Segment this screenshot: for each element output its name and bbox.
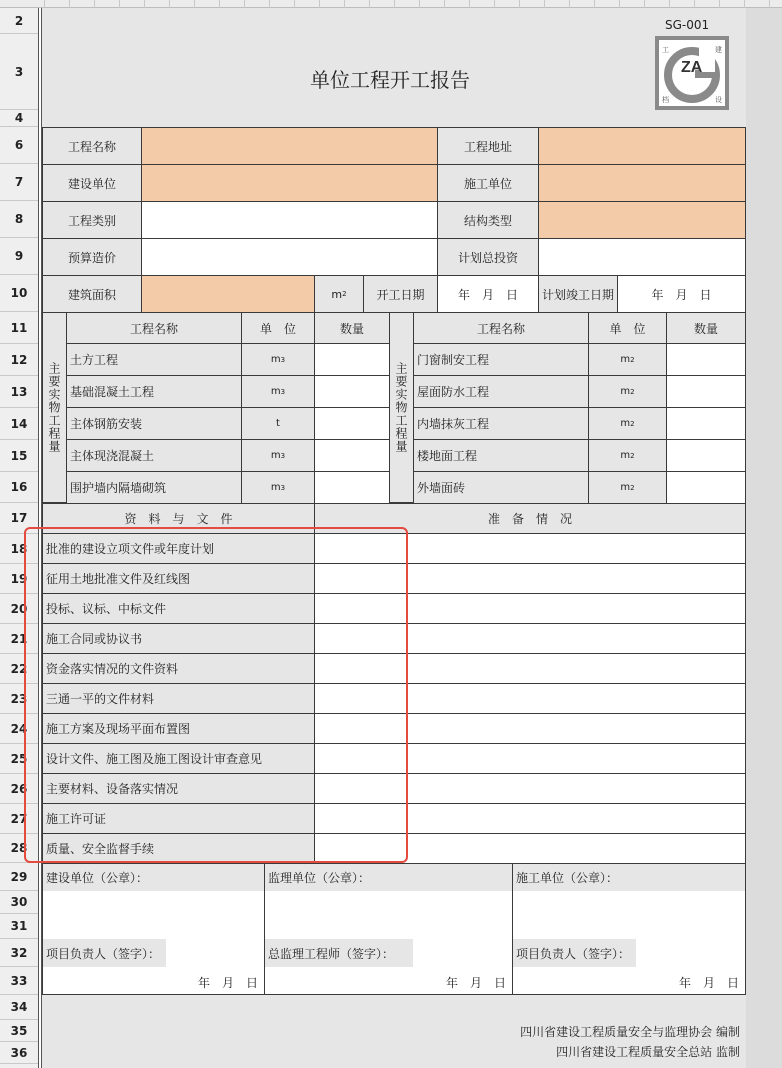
qty-header-unit-left: 单 位 [241,312,315,344]
qty-unit-left: m 3 [241,343,315,376]
column-header-divider [294,0,295,8]
builder-date: 年 月 日 [197,975,258,990]
qty-header-qty-left: 数量 [314,312,390,344]
row-number[interactable]: 8 [0,201,38,238]
input-project-type[interactable] [141,201,438,239]
row-number[interactable]: 23 [0,684,38,714]
row-number[interactable]: 30 [0,891,38,914]
row-number[interactable]: 3 [0,34,38,110]
qty-unit-left: m 3 [241,375,315,408]
selection-outline [24,527,408,863]
row-number[interactable]: 7 [0,164,38,201]
qty-header-name-left: 工程名称 [66,312,242,344]
qty-value-left[interactable] [314,343,390,376]
column-header-divider [269,0,270,8]
logo-icon [655,36,729,110]
qty-name-left: 土方工程 [66,343,242,376]
qty-name-right: 门窗制安工程 [413,343,589,376]
column-header-divider [44,0,45,8]
qty-value-right[interactable] [666,407,746,440]
qty-value-right[interactable] [666,439,746,472]
svg-text:档: 档 [662,96,669,104]
input-budget[interactable] [141,238,438,276]
qty-value-left[interactable] [314,407,390,440]
row-number[interactable]: 32 [0,939,38,967]
qty-unit-right: m 2 [588,439,667,472]
label-project-address: 工程地址 [437,127,539,165]
column-header-divider [394,0,395,8]
column-header-divider [544,0,545,8]
qty-name-left: 围护墙内隔墙砌筑 [66,471,242,504]
row-number[interactable]: 16 [0,472,38,503]
qty-value-right[interactable] [666,343,746,376]
column-header-divider [744,0,745,8]
row-number[interactable]: 10 [0,275,38,312]
row-number[interactable]: 34 [0,995,38,1020]
label-builder: 建设单位 [42,164,142,202]
row-number[interactable]: 21 [0,624,38,654]
column-header-divider [194,0,195,8]
qty-unit-left: m 3 [241,471,315,504]
qty-unit-right: m 2 [588,343,667,376]
row-number[interactable]: 9 [0,238,38,275]
input-start-date[interactable]: 年 月 日 [437,275,539,313]
row-number[interactable]: 35 [0,1020,38,1042]
column-header-divider [769,0,770,8]
input-project-name[interactable] [141,127,438,165]
column-header-divider [694,0,695,8]
row-number[interactable]: 14 [0,408,38,440]
row-number[interactable]: 4 [0,110,38,127]
footer-compiler: 四川省建设工程质量安全与监理协会 编制 [520,1024,740,1039]
logo-text: ZA [681,59,703,76]
doc-item: 征用土地批准文件及红线图 [42,563,315,594]
column-header-divider [444,0,445,8]
input-builder[interactable] [141,164,438,202]
column-header-divider [644,0,645,8]
doc-item: 施工许可证 [42,803,315,834]
column-header-divider [69,0,70,8]
doc-item: 主要材料、设备落实情况 [42,773,315,804]
area-unit: m 2 [314,275,364,313]
footer-supervisor: 四川省建设工程质量安全总站 监制 [556,1044,740,1059]
label-contractor: 施工单位 [437,164,539,202]
row-number[interactable]: 29 [0,863,38,891]
contractor-seal-label: 施工单位（公章）： [513,864,745,891]
column-header-divider [369,0,370,8]
quantities-side-label-left: 主要实物工程量 [42,312,67,503]
label-start-date: 开工日期 [363,275,438,313]
label-planned-completion: 计划竣工日期 [538,275,618,313]
svg-text:工: 工 [662,46,669,54]
qty-unit-right: m 2 [588,407,667,440]
label-building-area: 建筑面积 [42,275,142,313]
column-header-divider [519,0,520,8]
label-project-name: 工程名称 [42,127,142,165]
supervisor-seal-label: 监理单位（公章）： [265,864,512,891]
column-header-divider [669,0,670,8]
row-number[interactable]: 13 [0,376,38,408]
row-number[interactable]: 15 [0,440,38,472]
contractor-lead-label: 项目负责人（签字）： [513,939,636,967]
label-budget: 预算造价 [42,238,142,276]
row-number[interactable]: 27 [0,804,38,834]
row-number[interactable]: 31 [0,914,38,939]
row-number[interactable]: 20 [0,594,38,624]
doc-item: 批准的建设立项文件或年度计划 [42,533,315,564]
qty-unit-left: t [241,407,315,440]
doc-item: 施工合同或协议书 [42,623,315,654]
doc-item: 资金落实情况的文件资料 [42,653,315,684]
column-header-divider [219,0,220,8]
contractor-date: 年 月 日 [678,975,739,990]
qty-name-right: 屋面防水工程 [413,375,589,408]
column-header-divider [594,0,595,8]
column-header-divider [419,0,420,8]
qty-value-right[interactable] [666,471,746,504]
qty-name-left: 基础混凝土工程 [66,375,242,408]
row-number[interactable]: 12 [0,344,38,376]
qty-name-left: 主体钢筋安装 [66,407,242,440]
column-header-divider [319,0,320,8]
builder-seal-label: 建设单位（公章）： [43,864,264,891]
docs-header-left: 资 料 与 文 件 [42,503,315,534]
label-structure-type: 结构类型 [437,201,539,239]
row-number[interactable]: 18 [0,534,38,564]
qty-header-unit-right: 单 位 [588,312,667,344]
doc-item: 设计文件、施工图及施工图设计审查意见 [42,743,315,774]
row-number[interactable]: 36 [0,1042,38,1064]
qty-unit-left: m 3 [241,439,315,472]
qty-header-qty-right: 数量 [666,312,746,344]
column-header-divider [619,0,620,8]
form-code: SG-001 [665,18,710,32]
input-project-address[interactable] [538,127,746,165]
qty-name-right: 楼地面工程 [413,439,589,472]
qty-unit-right: m 2 [588,471,667,504]
qty-name-right: 内墙抹灰工程 [413,407,589,440]
row-number[interactable]: 24 [0,714,38,744]
column-header-divider [569,0,570,8]
form-title: 单位工程开工报告 [310,67,470,92]
column-header-divider [119,0,120,8]
row-number[interactable]: 33 [0,967,38,995]
chief-supervisor-label: 总监理工程师（签字）： [265,939,413,967]
row-number[interactable]: 19 [0,564,38,594]
row-number[interactable]: 28 [0,834,38,863]
column-header-divider [144,0,145,8]
row-number[interactable]: 25 [0,744,38,774]
svg-text:设: 设 [715,96,722,104]
column-header-divider [344,0,345,8]
label-planned-investment: 计划总投资 [437,238,539,276]
qty-value-right[interactable] [666,375,746,408]
input-contractor[interactable] [538,164,746,202]
qty-value-left[interactable] [314,439,390,472]
input-building-area[interactable] [141,275,315,313]
doc-item: 施工方案及现场平面布置图 [42,713,315,744]
column-header-divider [94,0,95,8]
doc-item: 三通一平的文件材料 [42,683,315,714]
quantities-side-label-right: 主要实物工程量 [389,312,414,503]
column-header-strip[interactable] [0,0,782,8]
column-header-divider [169,0,170,8]
input-planned-completion[interactable]: 年 月 日 [617,275,746,313]
row-number[interactable]: 2 [0,8,38,34]
supervisor-date: 年 月 日 [445,975,506,990]
input-planned-investment[interactable] [538,238,746,276]
row-number[interactable]: 11 [0,312,38,344]
qty-header-name-right: 工程名称 [413,312,589,344]
qty-unit-right: m 2 [588,375,667,408]
input-structure-type[interactable] [538,201,746,239]
svg-text:建: 建 [715,46,722,54]
doc-item: 投标、议标、中标文件 [42,593,315,624]
column-header-divider [494,0,495,8]
row-number[interactable]: 22 [0,654,38,684]
row-number[interactable]: 26 [0,774,38,804]
row-number[interactable]: 6 [0,127,38,164]
qty-value-left[interactable] [314,375,390,408]
qty-name-left: 主体现浇混凝土 [66,439,242,472]
column-header-divider [719,0,720,8]
row-number[interactable]: 17 [0,503,38,534]
column-header-divider [244,0,245,8]
label-project-type: 工程类别 [42,201,142,239]
qty-value-left[interactable] [314,471,390,504]
qty-name-right: 外墙面砖 [413,471,589,504]
project-lead-label: 项目负责人（签字）： [43,939,166,967]
column-header-divider [469,0,470,8]
docs-header-right: 准 备 情 况 [314,503,746,534]
doc-item: 质量、安全监督手续 [42,833,315,864]
